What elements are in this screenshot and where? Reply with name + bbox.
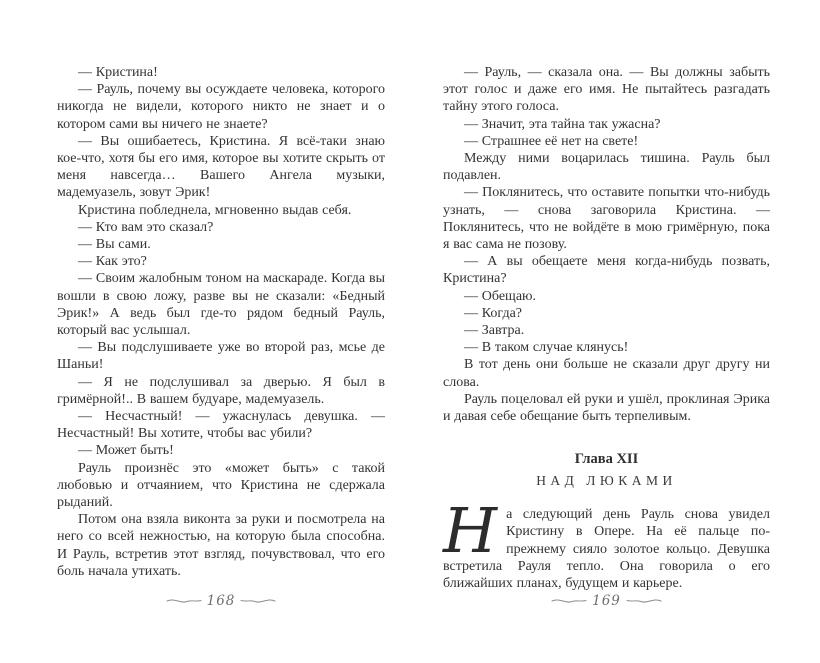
paragraph: — Завтра. xyxy=(464,323,525,339)
paragraph: — Рауль, — сказала она. — Вы должны забыть этот голос и даже его имя. Не пытайтесь разгадать тайну этого голоса. xyxy=(443,65,770,115)
paragraph: Кристина побледнела, мгновенно выдав себя. xyxy=(78,202,352,218)
paragraph: — В таком случае клянусь! xyxy=(464,340,629,356)
chapter-title: Глава XII xyxy=(574,451,639,468)
flourish-icon xyxy=(551,596,587,606)
paragraph: — Я не подслушивал за дверью. Я был в гримёрной!.. В вашем будуаре, мадемуазель. xyxy=(57,374,385,407)
paragraph: Рауль произнёс это «может быть» с такой любовью и отчаянием, что Кристина не сдержала рыданий. xyxy=(57,460,385,511)
paragraph: — Когда? xyxy=(464,305,523,321)
chapter-subtitle: НАД ЛЮКАМИ xyxy=(536,473,677,489)
paragraph: — Вы подслушиваете уже во второй раз, мсье де Шаньи! xyxy=(57,340,385,373)
paragraph: — Рауль, почему вы осуждаете человека, которого никогда не видели, которого никто не знает и о котором сами вы ничего не знаете? xyxy=(57,82,385,132)
paragraph: — Может быть! xyxy=(78,443,174,459)
paragraph: — Как это? xyxy=(78,254,147,270)
paragraph: — Несчастный! — ужаснулась девушка. — Несчастный! Вы хотите, чтобы вас убили? xyxy=(57,409,385,442)
paragraph: Рауль поцеловал ей руки и ушёл, проклиная Эрика и давая себе обещание быть терпеливым. xyxy=(443,391,770,425)
right-folio xyxy=(443,592,770,610)
chapter-heading xyxy=(443,450,770,489)
paragraph: — Своим жалобным тоном на маскараде. Когда вы вошли в свою ложу, разве вы не сказали: «Бедный Эрик!» А ведь был где-то рядом бедный Рауль, который вас услышал. xyxy=(57,271,385,339)
paragraph: — А вы обещаете меня когда-нибудь позвать, Кристина? xyxy=(443,254,770,287)
paragraph: — Значит, эта тайна так ужасна? xyxy=(464,116,661,132)
flourish-icon xyxy=(166,596,202,606)
paragraph: — Вы ошибаетесь, Кристина. Я всё-таки знаю кое-что, хотя бы его имя, которое вы хотите скрыть от меня навсегда… Вашего Ангела музыки, мадемуазель, зовут Эрик! xyxy=(57,133,385,201)
paragraph: — Кто вам это сказал? xyxy=(78,219,214,235)
chapter-opening-paragraph xyxy=(443,494,770,592)
drop-cap: Н xyxy=(443,494,498,568)
right-page xyxy=(443,64,770,592)
left-folio xyxy=(57,592,385,610)
left-page xyxy=(57,64,385,580)
paragraph: — Страшнее её нет на свете! xyxy=(464,133,639,149)
opening-text: а следующий день Рауль снова увидел Кристину в Опере. На её пальце по-прежнему сияло золотое кольцо. Девушка встретила Рауля тепло. Она говорила о его ближайших планах, будущем и карьере. xyxy=(443,507,770,592)
page-number: 168 xyxy=(206,593,236,609)
paragraph: Потом она взяла виконта за руки и посмотрела на него со всей нежностью, на которую была способна. И Рауль, встретив этот взгляд, почувствовал, что его боль начала утихать. xyxy=(57,512,385,579)
page-number: 169 xyxy=(592,593,621,609)
flourish-icon xyxy=(626,596,662,606)
paragraph: — Кристина! xyxy=(78,65,158,80)
paragraph: В тот день они больше не сказали друг другу ни слова. xyxy=(443,357,770,390)
paragraph: — Вы сами. xyxy=(78,237,151,253)
paragraph: — Поклянитесь, что оставите попытки что-нибудь узнать, — снова заговорила Кристина. — Поклянитесь, что не войдёте в мою гримёрную, пока я вас сама не позову. xyxy=(443,185,770,253)
paragraph: Между ними воцарилась тишина. Рауль был подавлен. xyxy=(443,151,770,184)
paragraph: — Обещаю. xyxy=(464,288,536,304)
flourish-icon xyxy=(240,596,276,606)
